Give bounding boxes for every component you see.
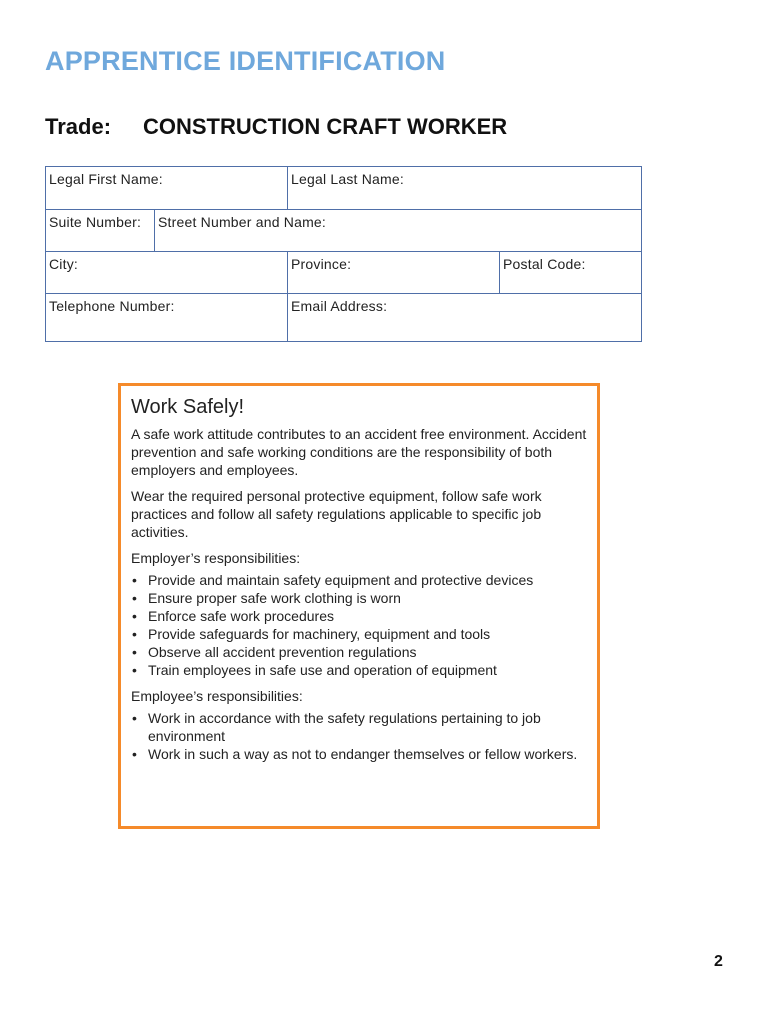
- list-item: • Work in accordance with the safety regulations pertaining to job environment: [131, 709, 587, 745]
- employee-responsibilities-heading: Employee’s responsibilities:: [131, 688, 303, 704]
- employer-responsibilities-heading: Employer’s responsibilities:: [131, 550, 301, 566]
- safety-paragraph-2: Wear the required personal protective equipment, follow safe work practices and follow all safety regulations applicable to specific job activities.: [131, 488, 542, 540]
- suite-number-field[interactable]: Suite Number:: [49, 214, 142, 230]
- form-row-name: [46, 167, 641, 209]
- employer-responsibilities-list: [131, 571, 587, 679]
- list-item: • Ensure proper safe work clothing is worn: [131, 589, 587, 607]
- trade-line: [45, 114, 507, 140]
- province-field[interactable]: Province:: [287, 252, 499, 293]
- list-item: • Observe all accident prevention regulations: [131, 643, 587, 661]
- legal-last-name-field[interactable]: Legal Last Name:: [287, 167, 641, 209]
- trade-value: CONSTRUCTION CRAFT WORKER: [143, 114, 508, 139]
- list-item: • Provide safeguards for machinery, equipment and tools: [131, 625, 587, 643]
- list-item: • Enforce safe work procedures: [131, 607, 587, 625]
- form-row-address: [46, 209, 641, 251]
- page-number: 2: [714, 953, 723, 970]
- work-safely-heading: Work Safely!: [131, 396, 244, 418]
- email-field[interactable]: Email Address:: [287, 294, 641, 341]
- legal-first-name-field[interactable]: Legal First Name:: [49, 171, 163, 187]
- trade-label: Trade:: [45, 114, 112, 139]
- list-item: • Work in such a way as not to endanger themselves or fellow workers.: [131, 745, 587, 763]
- safety-paragraph-1: A safe work attitude contributes to an accident free environment. Accident prevention and safe working conditions are the responsibility of both employers and employees.: [131, 426, 587, 478]
- page-title: APPRENTICE IDENTIFICATION: [45, 46, 446, 76]
- employee-responsibilities-list: [131, 709, 587, 763]
- telephone-field[interactable]: Telephone Number:: [49, 298, 175, 314]
- list-item: • Provide and maintain safety equipment and protective devices: [131, 571, 587, 589]
- form-row-contact: [46, 293, 641, 341]
- street-field[interactable]: Street Number and Name:: [154, 210, 641, 251]
- apprentice-info-form: [45, 166, 642, 342]
- city-field[interactable]: City:: [49, 256, 78, 272]
- form-row-location: [46, 251, 641, 293]
- list-item: • Train employees in safe use and operation of equipment: [131, 661, 587, 679]
- work-safely-box: [118, 383, 600, 829]
- postal-code-field[interactable]: Postal Code:: [499, 252, 641, 293]
